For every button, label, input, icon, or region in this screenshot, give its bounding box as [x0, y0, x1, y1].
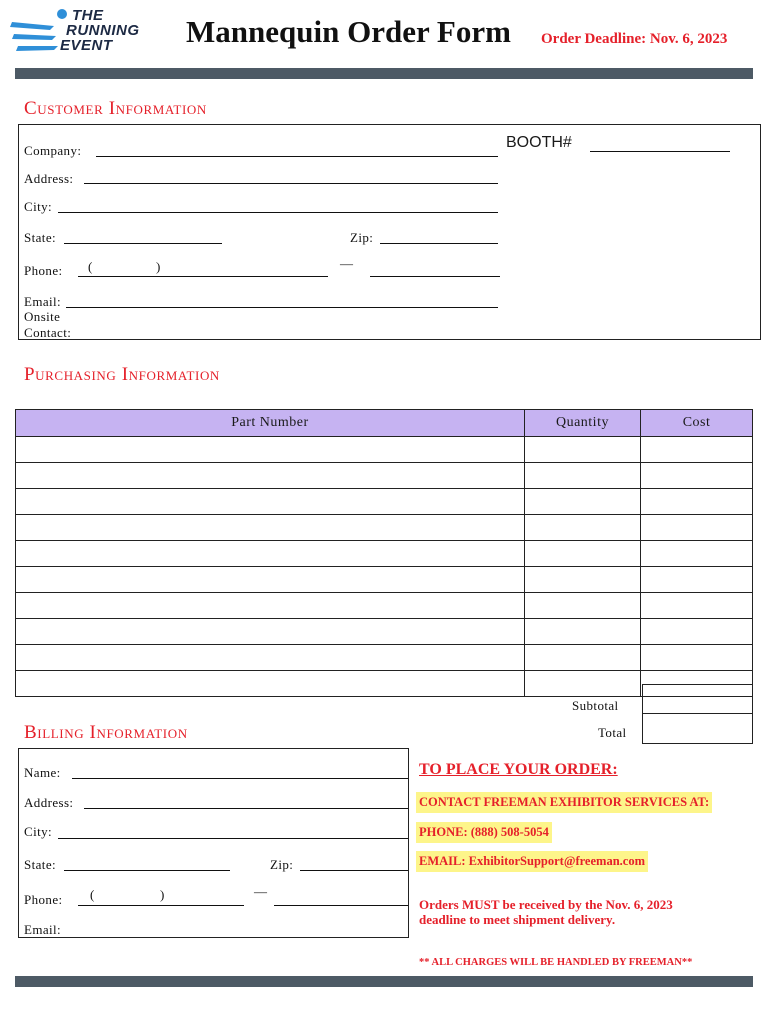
cost-cell[interactable] [641, 593, 753, 619]
billing-city-label: City: [24, 824, 53, 839]
address-field[interactable] [84, 183, 498, 184]
part-number-cell[interactable] [16, 619, 525, 645]
total-label: Total [598, 725, 627, 740]
quantity-cell[interactable] [524, 437, 640, 463]
logo-line-2: RUNNING [66, 22, 140, 39]
logo-line-3: EVENT [60, 37, 113, 54]
address-label: Address: [24, 171, 74, 186]
billing-phone-paren-open: ( [90, 887, 95, 902]
page-title: Mannequin Order Form [186, 14, 511, 49]
company-label: Company: [24, 143, 82, 158]
quantity-cell[interactable] [524, 671, 640, 697]
email-label: Email: [24, 294, 62, 309]
column-cost: Cost [641, 410, 753, 437]
state-label: State: [24, 230, 57, 245]
subtotal-label: Subtotal [572, 698, 619, 713]
billing-zip-label: Zip: [270, 857, 294, 872]
table-row [16, 489, 753, 515]
cost-cell[interactable] [641, 619, 753, 645]
billing-name-label: Name: [24, 765, 61, 780]
part-number-cell[interactable] [16, 541, 525, 567]
billing-address-field[interactable] [84, 808, 408, 809]
table-row [16, 593, 753, 619]
phone-dash: — [340, 256, 354, 271]
billing-email-label: Email: [24, 922, 62, 937]
booth-field[interactable] [590, 151, 730, 152]
quantity-cell[interactable] [524, 541, 640, 567]
onsite-label: Onsite [24, 309, 61, 324]
zip-field[interactable] [380, 243, 498, 244]
contact-freeman-text: CONTACT FREEMAN EXHIBITOR SERVICES AT: [416, 792, 712, 813]
state-field[interactable] [64, 243, 222, 244]
company-field[interactable] [96, 156, 498, 157]
table-header-row [16, 410, 753, 437]
billing-name-field[interactable] [72, 778, 408, 779]
cost-cell[interactable] [641, 489, 753, 515]
billing-state-label: State: [24, 857, 57, 872]
part-number-cell[interactable] [16, 489, 525, 515]
phone-field[interactable] [78, 276, 328, 277]
freeman-phone: PHONE: (888) 508-5054 [416, 822, 552, 843]
billing-phone-field[interactable] [78, 905, 244, 906]
billing-section-title: Billing Information [24, 722, 188, 743]
booth-label: BOOTH# [506, 134, 572, 151]
parts-table [15, 409, 753, 697]
phone-label: Phone: [24, 263, 63, 278]
charges-note: ** ALL CHARGES WILL BE HANDLED BY FREEMAN** [419, 957, 693, 968]
email-field[interactable] [66, 307, 498, 308]
footer-divider [15, 976, 753, 987]
billing-phone-label: Phone: [24, 892, 63, 907]
logo [10, 6, 150, 62]
part-number-cell[interactable] [16, 463, 525, 489]
quantity-cell[interactable] [524, 567, 640, 593]
city-label: City: [24, 199, 53, 214]
phone-paren-close: ) [156, 259, 161, 274]
quantity-cell[interactable] [524, 463, 640, 489]
billing-phone-paren-close: ) [160, 887, 165, 902]
quantity-cell[interactable] [524, 619, 640, 645]
quantity-cell[interactable] [524, 645, 640, 671]
freeman-email[interactable]: EMAIL: ExhibitorSupport@freeman.com [416, 851, 648, 872]
cost-cell[interactable] [641, 541, 753, 567]
cost-cell[interactable] [641, 515, 753, 541]
purchasing-section-title: Purchasing Information [24, 364, 220, 385]
table-row [16, 619, 753, 645]
cost-cell[interactable] [641, 463, 753, 489]
contact-label: Contact: [24, 325, 72, 340]
billing-info-box [18, 748, 409, 938]
column-quantity: Quantity [524, 410, 640, 437]
table-row [16, 437, 753, 463]
billing-phone-dash: — [254, 884, 268, 899]
quantity-cell[interactable] [524, 515, 640, 541]
table-row [16, 463, 753, 489]
part-number-cell[interactable] [16, 671, 525, 697]
billing-state-field[interactable] [64, 870, 230, 871]
cost-cell[interactable] [641, 437, 753, 463]
column-part-number: Part Number [16, 410, 525, 437]
logo-line-1: THE [72, 7, 104, 24]
part-number-cell[interactable] [16, 593, 525, 619]
header-divider [15, 68, 753, 79]
customer-section-title: Customer Information [24, 98, 207, 119]
quantity-cell[interactable] [524, 489, 640, 515]
subtotal-field[interactable] [642, 684, 753, 714]
table-row [16, 541, 753, 567]
billing-zip-field[interactable] [300, 870, 408, 871]
billing-phone-ext-field[interactable] [274, 905, 408, 906]
order-deadline: Order Deadline: Nov. 6, 2023 [541, 31, 728, 47]
cost-cell[interactable] [641, 567, 753, 593]
part-number-cell[interactable] [16, 515, 525, 541]
phone-ext-field[interactable] [370, 276, 500, 277]
billing-address-label: Address: [24, 795, 74, 810]
cost-cell[interactable] [641, 645, 753, 671]
phone-paren-open: ( [88, 259, 93, 274]
total-field[interactable] [642, 713, 753, 744]
zip-label: Zip: [350, 230, 374, 245]
city-field[interactable] [58, 212, 498, 213]
table-row [16, 515, 753, 541]
table-row [16, 645, 753, 671]
part-number-cell[interactable] [16, 437, 525, 463]
deadline-note: Orders MUST be received by the Nov. 6, 2023 deadline to meet shipment delivery. [419, 897, 673, 927]
part-number-cell[interactable] [16, 645, 525, 671]
place-order-heading: TO PLACE YOUR ORDER: [419, 761, 618, 778]
billing-city-field[interactable] [58, 838, 408, 839]
quantity-cell[interactable] [524, 593, 640, 619]
table-row [16, 567, 753, 593]
part-number-cell[interactable] [16, 567, 525, 593]
